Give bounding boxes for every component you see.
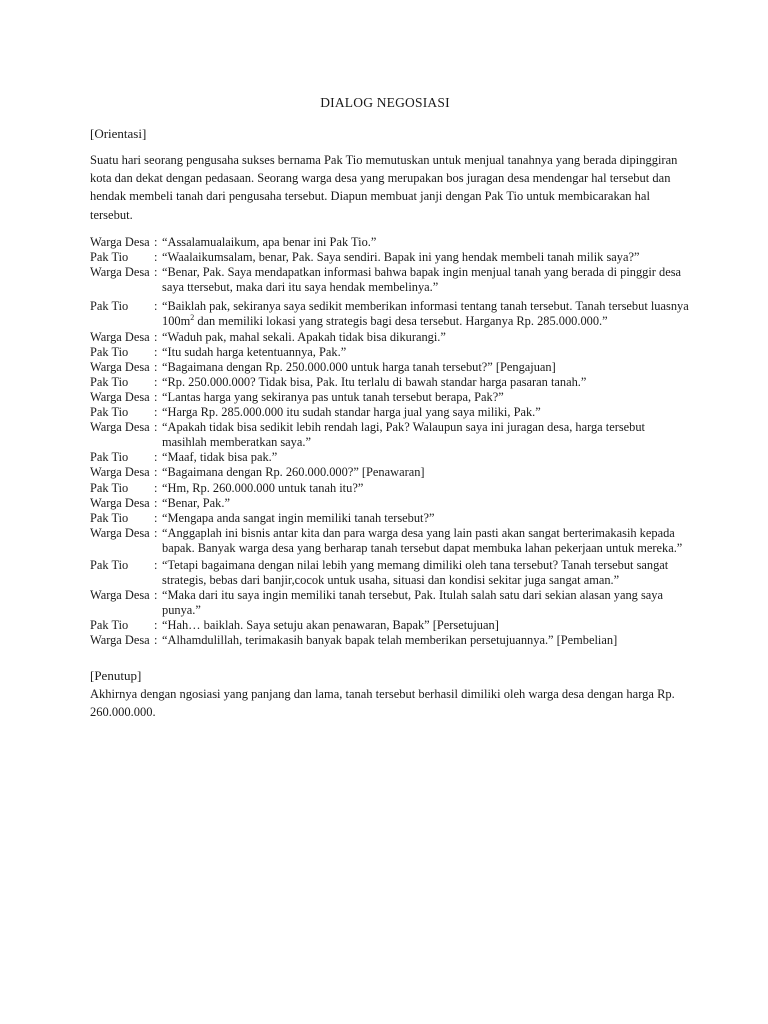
dialog-text <box>162 299 690 329</box>
dialog-speaker: Warga Desa <box>90 420 150 435</box>
dialog-text: “Waalaikumsalam, benar, Pak. Saya sendiri. Bapak ini yang hendak membeli tanah milik saya?” <box>162 250 640 265</box>
dialog-line <box>90 465 690 480</box>
dialog-separator: : <box>154 235 158 249</box>
dialog-line <box>90 481 690 496</box>
dialog-line <box>90 345 690 360</box>
dialog-text: “Harga Rp. 285.000.000 itu sudah standar harga jual yang saya miliki, Pak.” <box>162 405 541 420</box>
superscript: 2 <box>190 313 195 323</box>
dialog-line <box>90 420 690 450</box>
dialog-speaker: Pak Tio <box>90 344 129 359</box>
dialog-line <box>90 235 690 250</box>
dialog-text: “Waduh pak, mahal sekali. Apakah tidak bisa dikurangi.” <box>162 329 446 344</box>
orientasi-heading: [Orientasi] <box>90 126 147 141</box>
dialog-text: “Hm, Rp. 260.000.000 untuk tanah itu?” <box>162 480 364 495</box>
dialog-speaker: Warga Desa <box>90 265 150 280</box>
dialog-text: “Assalamualaikum, apa benar ini Pak Tio.” <box>162 235 377 249</box>
dialog-speaker: Warga Desa <box>90 329 150 344</box>
dialog-line <box>90 633 690 648</box>
dialog-separator: : <box>154 389 158 404</box>
dialog-line <box>90 360 690 375</box>
dialog-speaker: Pak Tio <box>90 374 129 389</box>
dialog-separator: : <box>154 450 158 465</box>
dialog-separator: : <box>154 420 158 435</box>
dialog-speaker: Pak Tio <box>90 618 129 633</box>
dialog-text: “Hah… baiklah. Saya setuju akan penawaran, Bapak” [Persetujuan] <box>162 618 499 633</box>
dialog-text: “Lantas harga yang sekiranya pas untuk tanah tersebut berapa, Pak?” <box>162 389 504 404</box>
dialog-separator: : <box>154 329 158 344</box>
dialog-speaker: Pak Tio <box>90 480 129 495</box>
dialog-separator: : <box>154 374 158 389</box>
dialog-text-part: “Baiklah pak, sekiranya saya sedikit memberikan informasi tentang tanah tersebut. Tanah tersebut luasnya 100m <box>162 299 689 329</box>
dialog-separator: : <box>154 465 158 480</box>
dialog-line <box>90 250 690 265</box>
dialog-line <box>90 588 690 618</box>
dialog-speaker: Warga Desa <box>90 588 150 603</box>
dialog-separator: : <box>154 510 158 525</box>
dialog-speaker: Pak Tio <box>90 510 129 525</box>
page-title: DIALOG NEGOSIASI <box>320 95 450 110</box>
dialog-separator: : <box>154 588 158 603</box>
dialog-text: “Anggaplah ini bisnis antar kita dan para warga desa yang lain pasti akan sangat berterimakasih kepada bapak. Banyak warga desa yang berharap tanah tersebut dapat membuka lahan pekerjaan untuk mereka.” <box>162 525 683 555</box>
dialog-separator: : <box>154 405 158 420</box>
dialog-separator: : <box>154 359 158 374</box>
dialog-text: “Tetapi bagaimana dengan nilai lebih yang memang dimiliki oleh tana tersebut? Tanah tersebut sangat strategis, bebas dari banjir,cocok untuk usaha, situasi dan kondisi sekitar juga sangat aman.” <box>162 557 669 588</box>
dialog-separator: : <box>154 480 158 495</box>
dialog-separator: : <box>154 250 158 265</box>
dialog-line <box>90 390 690 405</box>
dialog-text: “Mengapa anda sangat ingin memiliki tanah tersebut?” <box>162 510 435 525</box>
dialog-speaker: Pak Tio <box>90 450 129 465</box>
dialog-separator: : <box>154 525 158 540</box>
dialog-separator: : <box>154 557 158 572</box>
dialog-separator: : <box>154 299 158 314</box>
dialog-speaker: Pak Tio <box>90 250 129 265</box>
dialog-separator: : <box>154 618 158 633</box>
dialog-list <box>90 235 690 649</box>
dialog-speaker: Pak Tio <box>90 405 129 420</box>
dialog-text: “Alhamdulillah, terimakasih banyak bapak telah memberikan persetujuannya.” [Pembelian] <box>162 633 618 648</box>
dialog-text: “Apakah tidak bisa sedikit lebih rendah lagi, Pak? Walaupun saya ini juragan desa, harga tersebut masihlah memberatkan saya.” <box>162 420 646 450</box>
dialog-speaker: Warga Desa <box>90 359 150 374</box>
dialog-speaker: Warga Desa <box>90 525 150 540</box>
dialog-separator: : <box>154 265 158 280</box>
dialog-speaker: Warga Desa <box>90 235 150 249</box>
dialog-speaker: Warga Desa <box>90 495 150 510</box>
dialog-line <box>90 511 690 526</box>
dialog-line <box>90 558 690 588</box>
dialog-line <box>90 330 690 345</box>
dialog-line <box>90 526 690 556</box>
dialog-separator: : <box>154 344 158 359</box>
dialog-line <box>90 618 690 633</box>
dialog-line <box>90 375 690 390</box>
dialog-text: “Rp. 250.000.000? Tidak bisa, Pak. Itu terlalu di bawah standar harga pasaran tanah.” <box>162 374 587 389</box>
dialog-separator: : <box>154 633 158 648</box>
dialog-line <box>90 405 690 420</box>
dialog-text: “Benar, Pak. Saya mendapatkan informasi bahwa bapak ingin menjual tanah yang berada di pinggir desa saya ttersebut, maka dari itu saya hendak membelinya.” <box>162 265 682 295</box>
dialog-text: “Benar, Pak.” <box>162 495 230 510</box>
dialog-text: “Maka dari itu saya ingin memiliki tanah tersebut, Pak. Itulah salah satu dari sekian alasan yang saya punya.” <box>162 588 663 618</box>
dialog-text: “Bagaimana dengan Rp. 260.000.000?” [Penawaran] <box>162 465 425 480</box>
dialog-speaker: Warga Desa <box>90 465 150 480</box>
dialog-line <box>90 265 690 295</box>
dialog-line <box>90 299 690 329</box>
penutup-paragraph: Akhirnya dengan ngosiasi yang panjang dan lama, tanah tersebut berhasil dimiliki oleh warga desa dengan harga Rp. 260.000.000. <box>90 687 675 720</box>
dialog-speaker: Pak Tio <box>90 557 129 572</box>
dialog-text-part: dan memiliki lokasi yang strategis bagi desa tersebut. Harganya Rp. 285.000.000.” <box>194 314 608 329</box>
dialog-speaker: Warga Desa <box>90 389 150 404</box>
dialog-text: “Maaf, tidak bisa pak.” <box>162 450 278 465</box>
orientasi-paragraph: Suatu hari seorang pengusaha sukses bernama Pak Tio memutuskan untuk menjual tanahnya yang berada dipinggiran kota dan dekat dengan pedasaan. Seorang warga desa yang merupakan bos juragan desa mendengar hal tersebut dan hendak membeli tanah dari pengusaha tersebut. Diapun membuat janji dengan Pak Tio untuk membicarakan hal tersebut. <box>90 153 678 222</box>
dialog-speaker: Pak Tio <box>90 299 129 314</box>
dialog-text: “Bagaimana dengan Rp. 250.000.000 untuk harga tanah tersebut?” [Pengajuan] <box>162 359 556 374</box>
dialog-separator: : <box>154 495 158 510</box>
penutup-heading: [Penutup] <box>90 668 142 683</box>
dialog-speaker: Warga Desa <box>90 633 150 648</box>
dialog-line <box>90 496 690 511</box>
dialog-text: “Itu sudah harga ketentuannya, Pak.” <box>162 344 347 359</box>
dialog-line <box>90 450 690 465</box>
